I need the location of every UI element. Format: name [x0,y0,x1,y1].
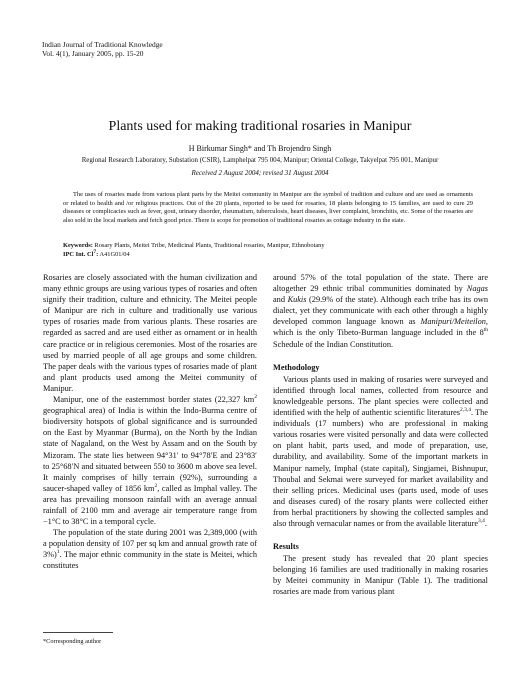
body-right-column [273,272,488,598]
journal-header [42,40,163,58]
italic-term: Manipuri/Meiteilon [420,317,486,327]
affiliation: Regional Research Laboratory, Substation (CSIR), Lamphelpat 795 004, Manipur; Oriental College, Takyelpat 795 001, Manipur [81,157,439,164]
citation-sup: 2,3,4 [460,407,471,414]
ipc-label: IPC Int. Cl [63,251,94,258]
ipc-sup: 7 [93,248,97,255]
abstract: The uses of rosaries made from various plant parts by the Meitei community in Manipur are the symbol of tradition and culture and are used as ornaments or related to health and /or religious practices. Out of the 20 plants, reported to be used for rosaries, 18 plants belonging to 15 families, are used to cure 29 diseases or complicacies such as fever, gout, urinary disorder, rheumatism, tuberculosis, heart diseases, liver complaint, bronchitis, etc. Some of the rosaries are also sold in the local markets and fetch good price. There is scope for promotion of traditional rosaries as cottage industry in the state. [63,191,473,224]
ipc-class [63,248,473,260]
text-span: (29.9% of the state). Although each tribe has its own dialect, yet they communicate with each other through a highly developed common language known as [273,295,488,327]
text-span: around 57% of the total population of the state. There are altogether 29 ethnic tribal communities dominated by [273,273,488,294]
intro-paragraph: Rosaries are closely associated with the human civilization and many ethnic groups are using various types of rosaries and often signify their tradition, culture and ethnicity. The Meitei people of Manipur are rich in culture and traditionally use various types of rosaries made from various plants. These rosaries are regarded as sacred and are used either as ornament or in health care practice or in religious ceremonies. Most of the rosaries are used by married people of all age groups and some children. The paper deals with the various types of rosaries made of plant and plant products used among the Meitei community of Manipur. [43,273,257,393]
keywords-text: Rosary Plants, Meitei Tribe, Medicinal Plants, Traditional rosaries, Manipur, Ethnobotany [92,242,325,249]
body-left-column [43,272,257,572]
italic-term: Nagas [466,284,488,294]
ipc-suffix: : [96,251,99,258]
text-span: . [484,518,487,528]
text-span: and [273,295,288,305]
footnote: *Corresponding author [43,638,102,645]
text-span: The population of the state during 2001 was 2,389,000 (with a population density of 107 per sq km and annual growth rate of 3%) [43,528,257,560]
tribes-paragraph [273,272,488,350]
text-span: Schedule of the Indian Constitution. [273,339,394,349]
superscript: 2 [254,394,257,401]
text-span: Various plants used in making of rosaries were surveyed and identified through local names, collected from resource and knowledgeable persons. The plant species were collected and identified with the help of authentic scientific literatures [273,374,488,418]
text-span: . The major ethnic community in the state is Meitei, which constitutes [43,550,257,571]
geography-paragraph [43,394,257,527]
text-span: geographical area) of India is within the Indo-Burma centre of biodiversity hotspots of global significance and is surrounded on the East by Myanmar (Burma), on the North by the Indian state of Nagaland, on the West by Assam and on the South by Mizoram. The state lies between 94°31′ to 94°78′E and 23°83′ to 25°68′N and situated between 550 to 3600 m above sea level. It mainly comprises of hilly terrain (92%), surrounding a saucer-shaped valley of 1856 km [43,406,257,493]
journal-name: Indian Journal of Traditional Knowledge [42,40,163,49]
journal-volume: Vol. 4(1), January 2005, pp. 15-20 [42,49,144,58]
citation-sup: 3,4 [478,518,485,525]
population-paragraph [43,527,257,571]
italic-term: Kukis [287,295,307,305]
results-paragraph: The present study has revealed that 20 plant species belonging 16 families are used traditionally in making rosaries by Meitei community in Manipur (Table 1). The traditional rosaries are made from various plant [273,554,488,597]
keywords-label: Keywords: [63,242,93,249]
superscript: 2 [154,483,158,490]
paper-title: Plants used for making traditional rosaries in Manipur [108,119,412,134]
authors: H Birkumar Singh* and Th Brojendro Singh [188,144,332,153]
methodology-heading: Methodology [273,362,320,372]
received-dates: Received 2 August 2004; revised 31 August 2004 [191,169,329,177]
text-span: , called as Imphal valley. The area has prevailing monsoon rainfall with an average annual rainfall of 2100 mm and average air temperature range from −1°C to 38°C in a temporal cycle. [43,483,257,527]
text-span: Manipur, one of the easternmost border states (22,327 km [53,395,255,405]
results-heading: Results [273,542,299,552]
text-span: , which is the only Tibeto-Burman language included in the 8 [273,317,488,338]
superscript: th [483,327,488,334]
ipc-text: A41G01/04 [98,251,130,258]
text-span: . The individuals (17 numbers) who are professional in making various rosaries were visited personally and data were collected on plant habit, parts used, and mode of preparation, use, durability, and availability. Some of the important markets in Manipur namely, Imphal (state capital), Singjamei, Bishnupur, Thoubal and Sekmai were surveyed for market availability and their selling prices. Medicinal uses (parts used, mode of uses and diseases cured) of the rosary plants were collected either from herbal practitioners by showing the collected samples and also through vernacular names or from the available literature [273,408,488,528]
footnote-rule [43,632,113,633]
citation-sup: 1 [56,549,60,556]
keywords [63,242,473,251]
methodology-paragraph [273,374,488,529]
